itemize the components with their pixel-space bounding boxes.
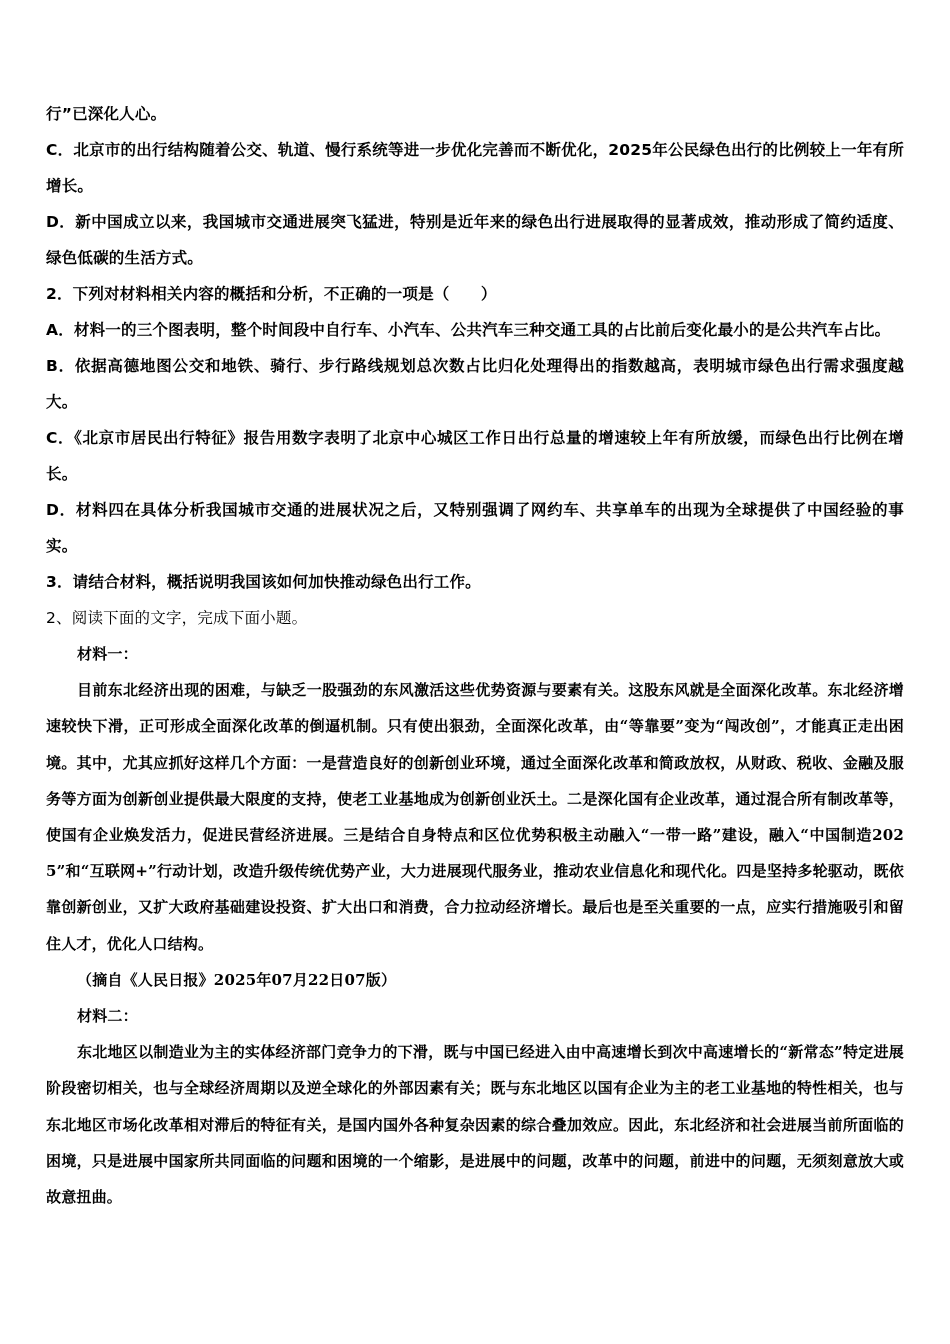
- q1-option-d: [46, 204, 904, 276]
- q1-option-c-text: 北京市的出行结构随着公交、轨道、慢行系统等进一步优化完善而不断优化，2025年公民绿色出行的比例较上一年有所增长。: [46, 141, 904, 195]
- material-2-body: [46, 1034, 904, 1215]
- document-page: [46, 96, 904, 1215]
- q2-option-d-label: D．: [46, 501, 76, 519]
- material-1-title: [46, 636, 904, 672]
- question-2-text: 2．下列对材料相关内容的概括和分析，不正确的一项是（ ）: [46, 285, 497, 303]
- material-1-source: [46, 962, 904, 998]
- q2-option-a: [46, 312, 904, 348]
- q2-option-b: [46, 348, 904, 420]
- section-2-heading-text: 2、阅读下面的文字，完成下面小题。: [46, 609, 308, 627]
- q2-option-c-text: 《北京市居民出行特征》报告用数字表明了北京中心城区工作日出行总量的增速较上年有所放缓，而绿色出行比例在增长。: [46, 429, 904, 483]
- question-2: [46, 276, 904, 312]
- q2-option-a-label: A．: [46, 321, 74, 339]
- question-3-text: 3．请结合材料，概括说明我国该如何加快推动绿色出行工作。: [46, 573, 481, 591]
- material-1-body-text: 目前东北经济出现的困难，与缺乏一股强劲的东风激活这些优势资源与要素有关。这股东风就是全面深化改革。东北经济增速较快下滑，正可形成全面深化改革的倒逼机制。只有使出狠劲，全面深化改革，由“等靠要”变为“闯改创”，才能真正走出困境。其中，尤其应抓好这样几个方面：一是营造良好的创新创业环境，通过全面深化改革和简政放权，从财政、税收、金融及服务等方面为创新创业提供最大限度的支持，使老工业基地成为创新创业沃土。二是深化国有企业改革，通过混合所有制改革等，使国有企业焕发活力，促进民营经济进展。三是结合自身特点和区位优势积极主动融入“一带一路”建设，融入“中国制造2025”和“互联网+”行动计划，改造升级传统优势产业，大力进展现代服务业，推动农业信息化和现代化。四是坚持多轮驱动，既依靠创新创业，又扩大政府基础建设投资、扩大出口和消费，合力拉动经济增长。最后也是至关重要的一点，应实行措施吸引和留住人才，优化人口结构。: [46, 681, 904, 953]
- q2-option-d-text: 材料四在具体分析我国城市交通的进展状况之后，又特别强调了网约车、共享单车的出现为全球提供了中国经验的事实。: [46, 501, 904, 555]
- q2-option-c: [46, 420, 904, 492]
- q1-option-d-label: D．: [46, 213, 76, 231]
- q2-option-b-label: B．: [46, 357, 75, 375]
- q1-option-c: [46, 132, 904, 204]
- material-1-body: [46, 672, 904, 962]
- section-2-heading: [46, 600, 904, 636]
- material-1-title-text: 材料一：: [77, 645, 138, 663]
- q2-option-c-label: C．: [46, 429, 75, 447]
- material-1-source-text: （摘自《人民日报》2025年07月22日07版）: [77, 970, 397, 989]
- q1-option-b-tail-text: 行”已深化人心。: [46, 105, 167, 123]
- q2-option-d: [46, 492, 904, 564]
- material-2-title: [46, 998, 904, 1034]
- material-2-title-text: 材料二：: [77, 1007, 138, 1026]
- question-3: [46, 564, 904, 600]
- q2-option-b-text: 依据高德地图公交和地铁、骑行、步行路线规划总次数占比归化处理得出的指数越高，表明城市绿色出行需求强度越大。: [46, 357, 904, 411]
- q1-option-c-label: C．: [46, 141, 74, 159]
- material-2-body-text: 东北地区以制造业为主的实体经济部门竞争力的下滑，既与中国已经进入由中高速增长到次中高速增长的“新常态”特定进展阶段密切相关，也与全球经济周期以及逆全球化的外部因素有关；既与东北地区以国有企业为主的老工业基地的特性相关，也与东北地区市场化改革相对滞后的特征有关，是国内国外各种复杂因素的综合叠加效应。因此，东北经济和社会进展当前所面临的困境，只是进展中国家所共同面临的问题和困境的一个缩影，是进展中的问题，改革中的问题，前进中的问题，无须刻意放大或故意扭曲。: [46, 1043, 904, 1207]
- q1-option-b-tail: [46, 96, 904, 132]
- q1-option-d-text: 新中国成立以来，我国城市交通进展突飞猛进，特别是近年来的绿色出行进展取得的显著成效，推动形成了简约适度、绿色低碳的生活方式。: [46, 213, 904, 267]
- q2-option-a-text: 材料一的三个图表明，整个时间段中自行车、小汽车、公共汽车三种交通工具的占比前后变化最小的是公共汽车占比。: [73, 321, 891, 339]
